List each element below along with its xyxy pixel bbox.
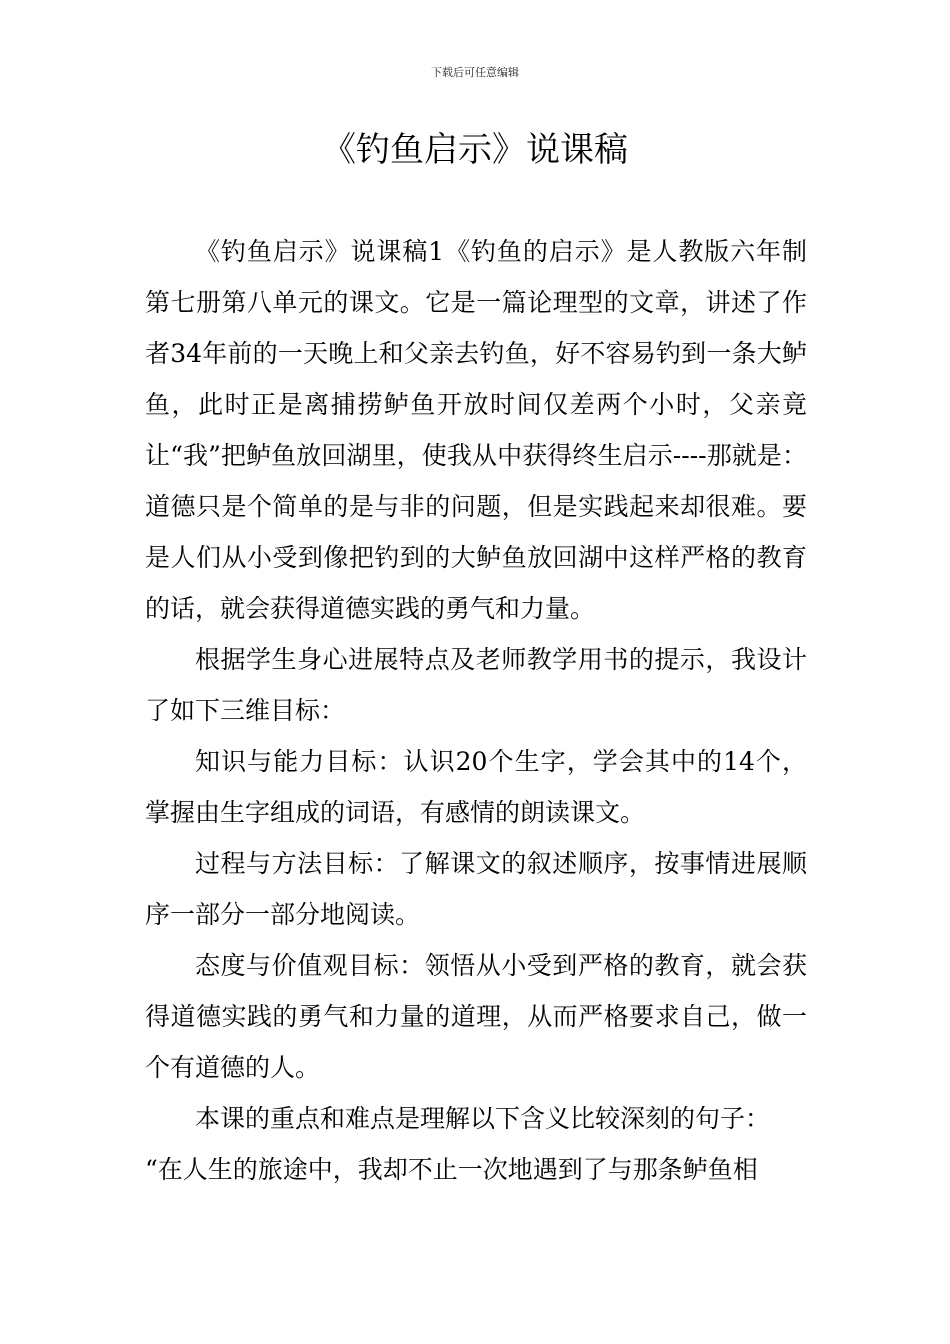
paragraph-quote: “在人生的旅途中，我却不止一次地遇到了与那条鲈鱼相	[145, 1155, 758, 1184]
paragraph-intro: 《钓鱼启示》说课稿1《钓鱼的启示》是人教版六年制第七册第八单元的课文。它是一篇论理型的文章，讲述了作者34年前的一天晚上和父亲去钓鱼，好不容易钓到一条大鲈鱼，此时正是离捕捞鲈鱼开放时间仅差两个小时，父亲竟让“我”把鲈鱼放回湖里，使我从中获得终生启示----那就是：道德只是个简单的是与非的问题，但是实践起来却很难。要是人们从小受到像把钓到的大鲈鱼放回湖中这样严格的教育的话，就会获得道德实践的勇气和力量。	[145, 237, 807, 623]
header-note: 下载后可任意编辑	[431, 66, 519, 79]
document-body	[145, 226, 807, 1195]
paragraph-goals-intro: 根据学生身心进展特点及老师教学用书的提示，我设计了如下三维目标：	[145, 645, 807, 725]
paragraph-knowledge-goal: 知识与能力目标：认识20个生字，学会其中的14个，掌握由生字组成的词语，有感情的朗读课文。	[145, 747, 807, 827]
paragraph-process-goal: 过程与方法目标：了解课文的叙述顺序，按事情进展顺序一部分一部分地阅读。	[145, 849, 807, 929]
paragraph-attitude-goal: 态度与价值观目标：领悟从小受到严格的教育，就会获得道德实践的勇气和力量的道理，从而严格要求自己，做一个有道德的人。	[145, 951, 807, 1082]
document-title: 《钓鱼启示》说课稿	[322, 130, 628, 170]
paragraph-key-points: 本课的重点和难点是理解以下含义比较深刻的句子：	[195, 1104, 771, 1133]
